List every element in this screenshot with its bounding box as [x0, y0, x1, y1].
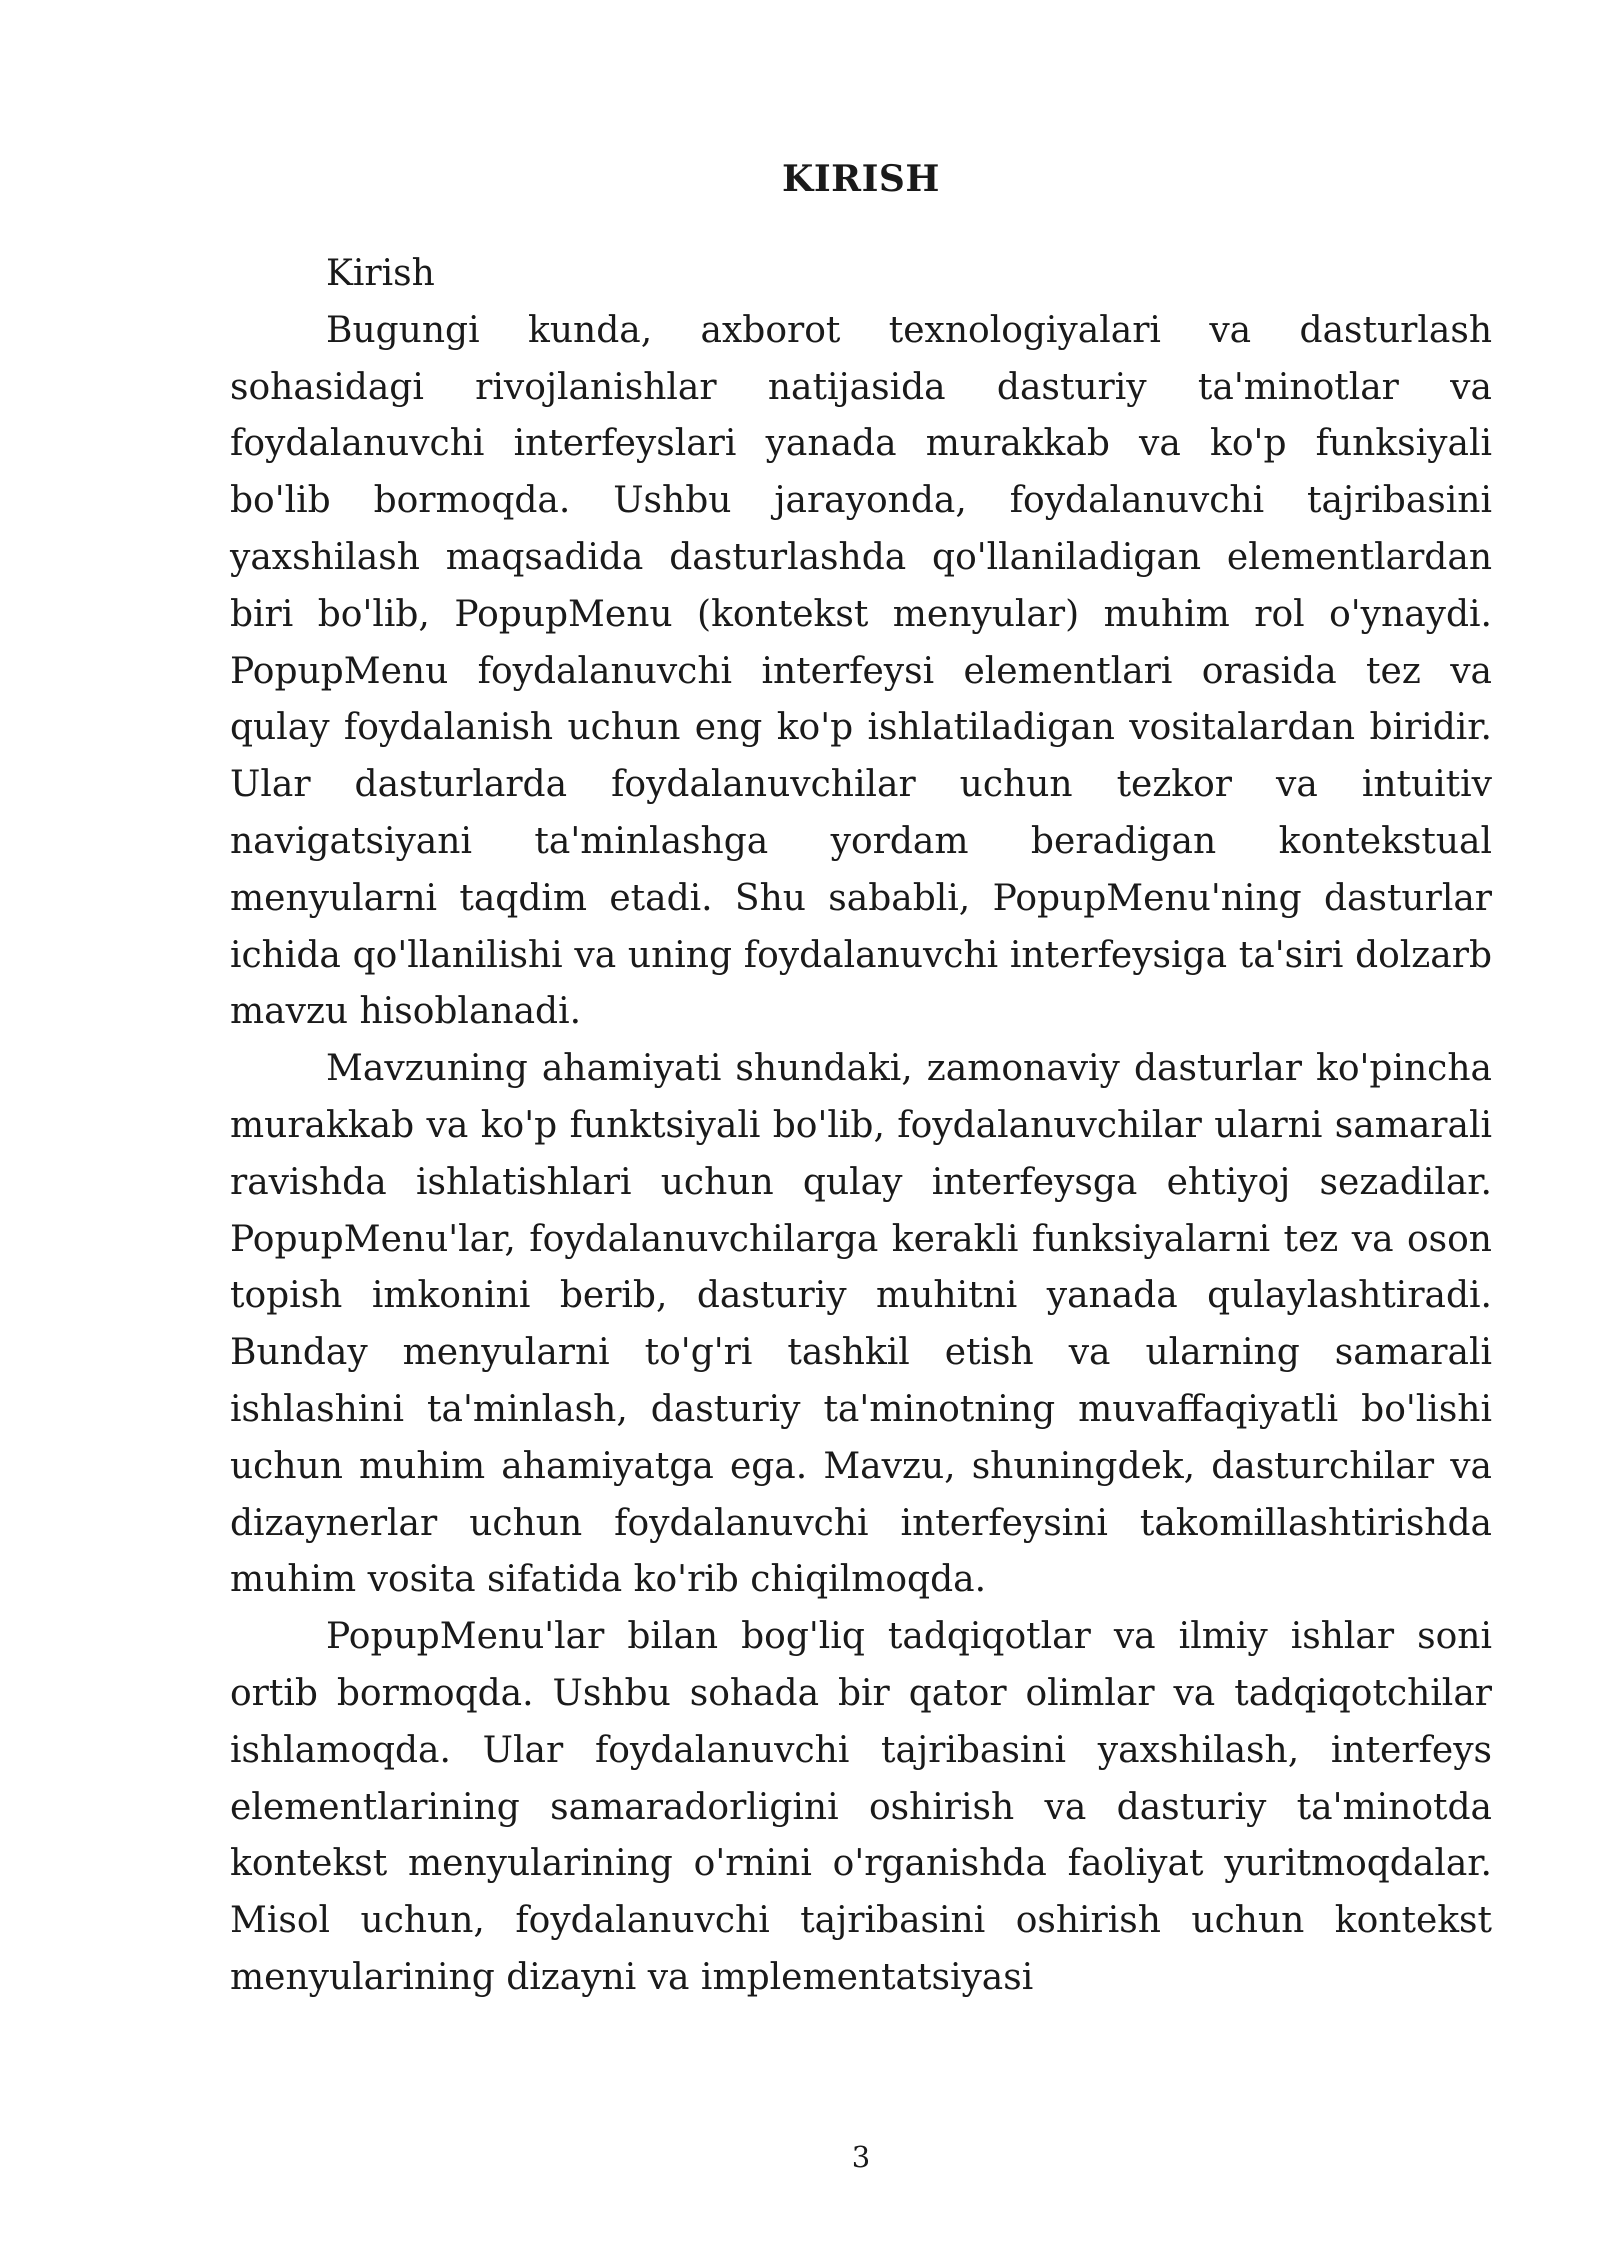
paragraph: PopupMenu'lar bilan bog'liq tadqiqotlar va ilmiy ishlar soni ortib bormoqda. Ushbu sohada bir qator olimlar va tadqiqotchilar ishlamoqda. Ular foydalanuvchi tajribasini yaxshilash, interfeys elementlarining samaradorligini oshirish va dasturiy ta'minotda kontekst menyularining o'rnini o'rganishda faoliyat yuritmoqdalar. Misol uchun, foydalanuvchi tajribasini oshirish uchun kontekst menyularining dizayni va implementatsiyasi	[230, 1616, 1492, 1998]
page-number: 3	[851, 2140, 871, 2174]
page-title: KIRISH	[782, 158, 940, 200]
paragraph: Mavzuning ahamiyati shundaki, zamonaviy dasturlar ko'pincha murakkab va ko'p funktsiyali bo'lib, foydalanuvchilar ularni samarali ravishda ishlatishlari uchun qulay interfeysga ehtiyoj sezadilar. PopupMenu'lar, foydalanuvchilarga kerakli funksiyalarni tez va oson topish imkonini berib, dasturiy muhitni yanada qulaylashtiradi. Bunday menyularni to'g'ri tashkil etish va ularning samarali ishlashini ta'minlash, dasturiy ta'minotning muvaffaqiyatli bo'lishi uchun muhim ahamiyatga ega. Mavzu, shuningdek, dasturchilar va dizaynerlar uchun foydalanuvchi interfeysini takomillashtirishda muhim vosita sifatida ko'rib chiqilmoqda.	[230, 1048, 1492, 1601]
section-subtitle: Kirish	[326, 253, 435, 294]
body-text	[230, 246, 1492, 2007]
paragraph: Bugungi kunda, axborot texnologiyalari va dasturlash sohasidagi rivojlanishlar natijasida dasturiy ta'minotlar va foydalanuvchi interfeyslari yanada murakkab va ko'p funksiyali bo'lib bormoqda. Ushbu jarayonda, foydalanuvchi tajribasini yaxshilash maqsadida dasturlashda qo'llaniladigan elementlardan biri bo'lib, PopupMenu (kontekst menyular) muhim rol o'ynaydi. PopupMenu foydalanuvchi interfeysi elementlari orasida tez va qulay foydalanish uchun eng ko'p ishlatiladigan vositalardan biridir. Ular dasturlarda foydalanuvchilar uchun tezkor va intuitiv navigatsiyani ta'minlashga yordam beradigan kontekstual menyularni taqdim etadi. Shu sababli, PopupMenu'ning dasturlar ichida qo'llanilishi va uning foydalanuvchi interfeysiga ta'siri dolzarb mavzu hisoblanadi.	[230, 309, 1492, 1033]
